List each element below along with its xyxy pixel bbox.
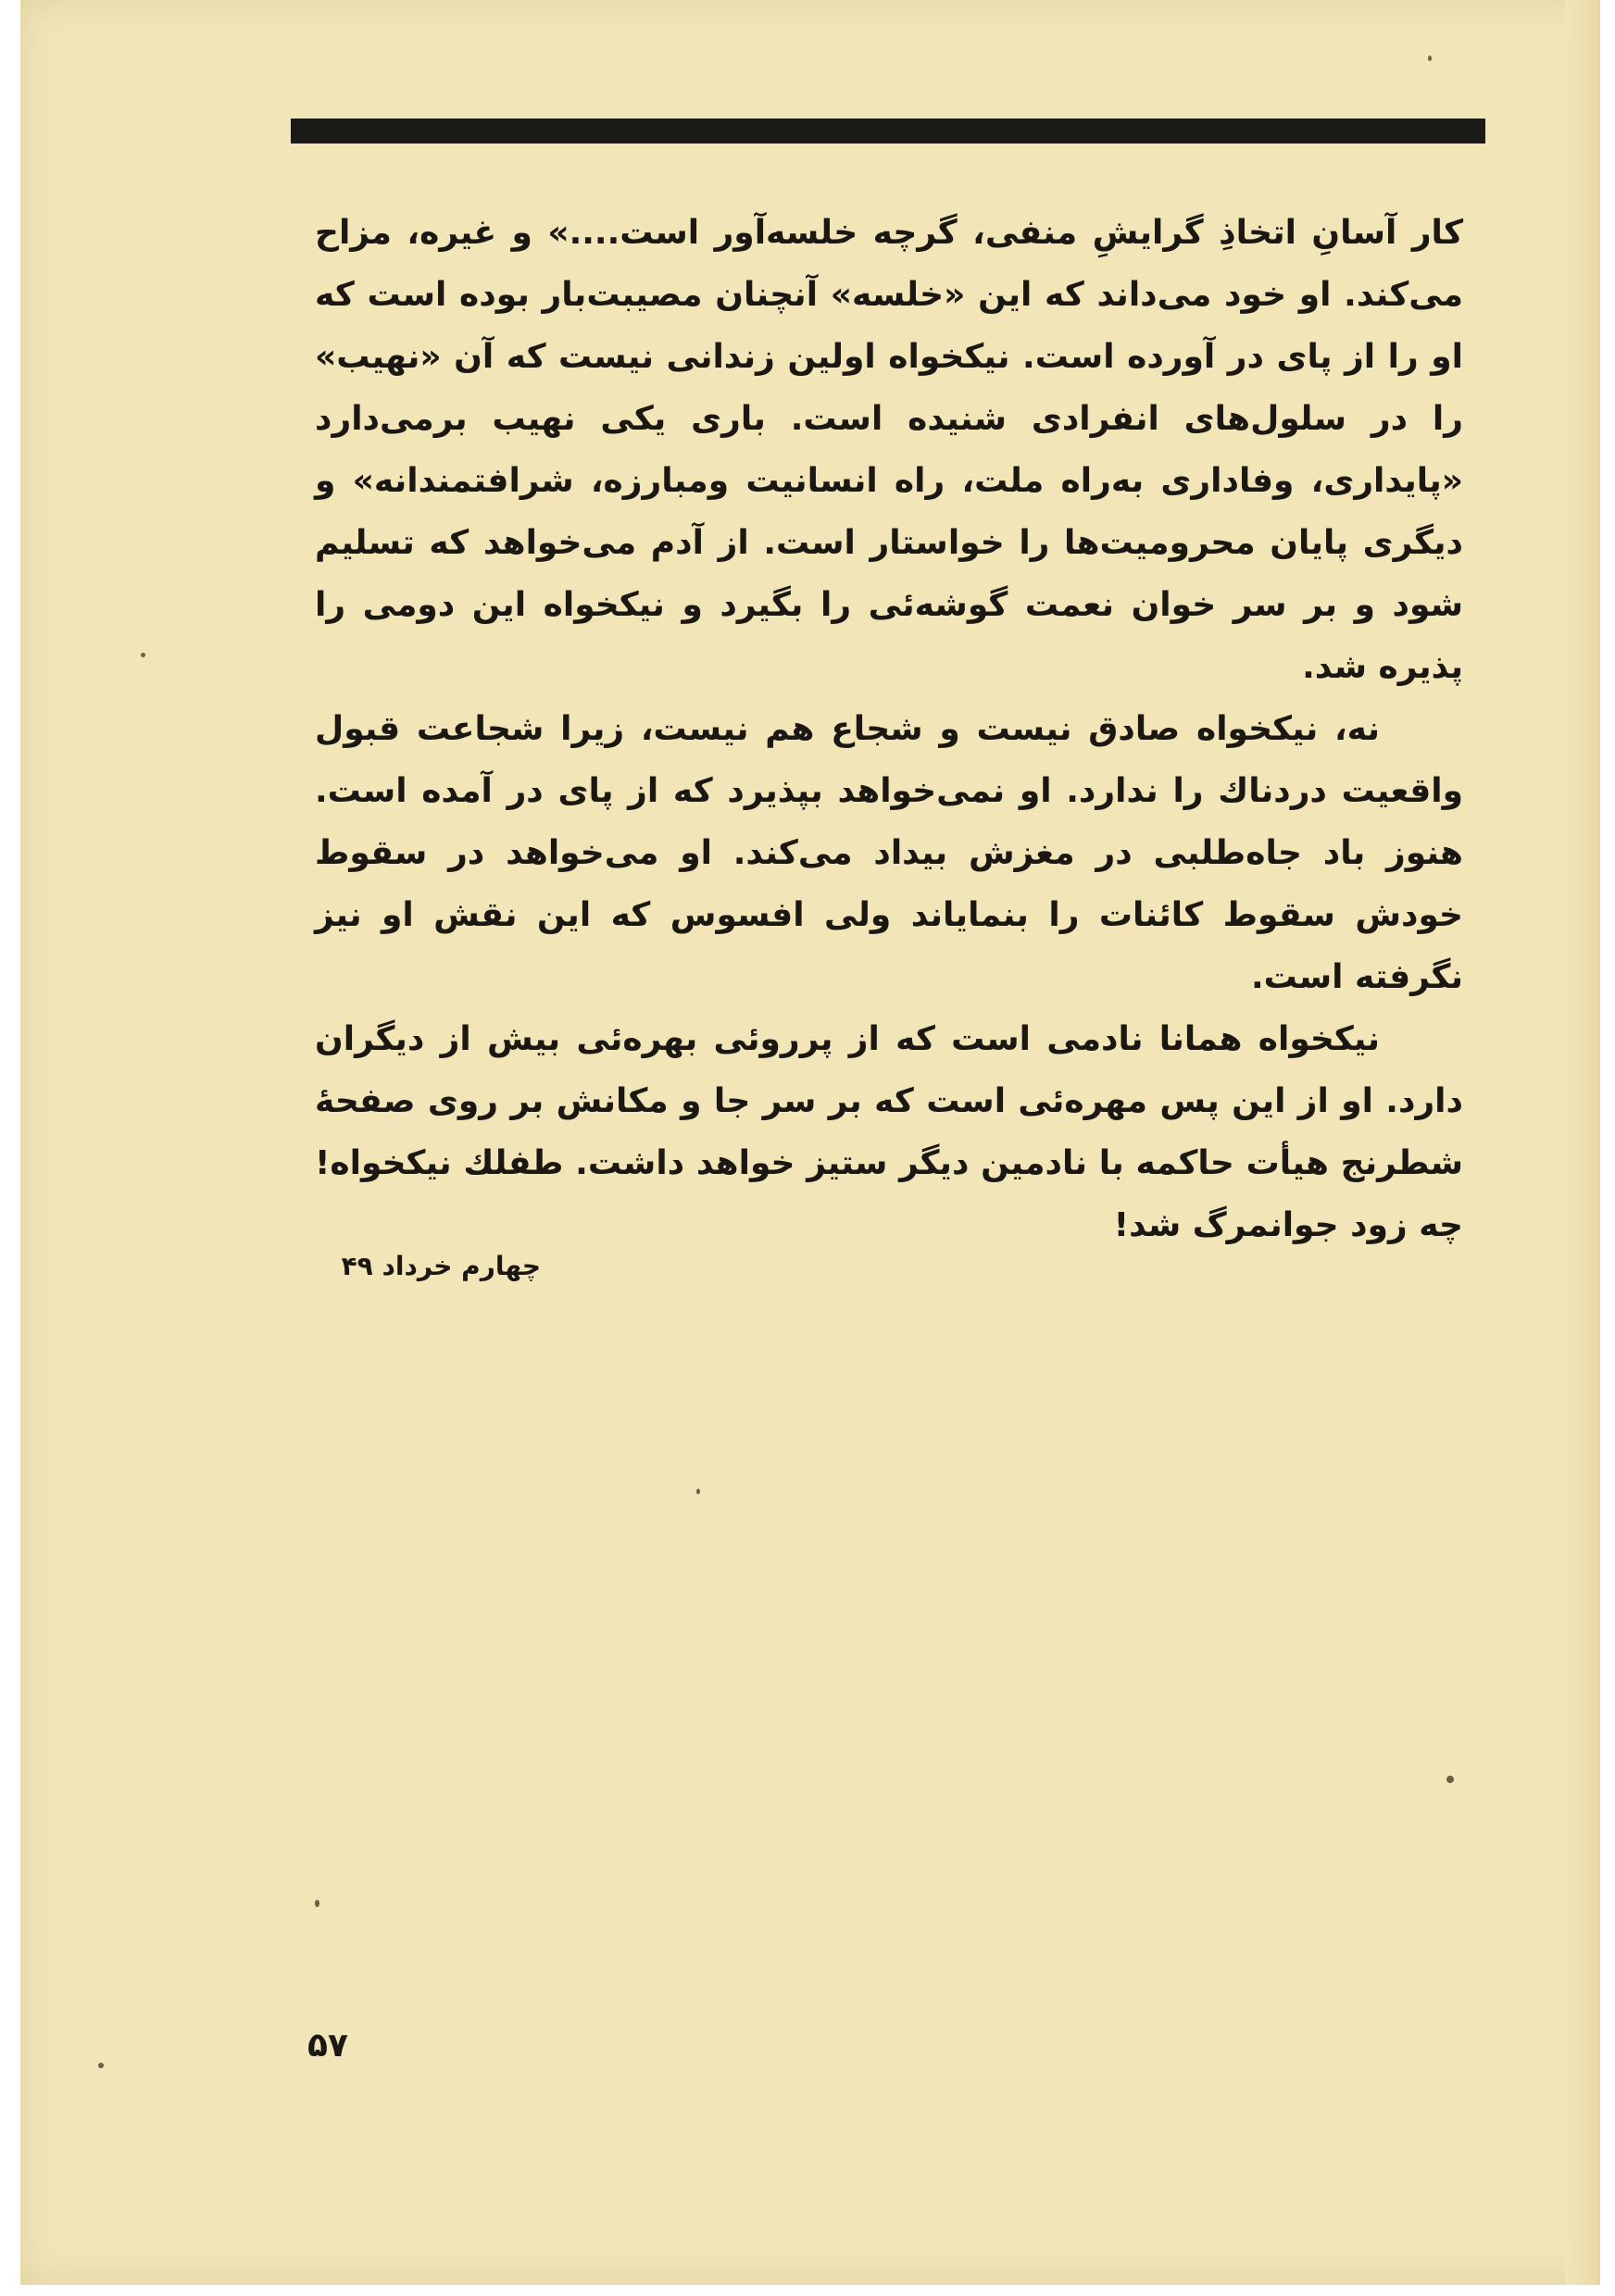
paper-speck — [1446, 1776, 1454, 1783]
body-text — [315, 202, 1463, 1256]
paragraph-3: نیکخواه همانا نادمی است که از پرروئی بهره‌ئی بیش از دیگران دارد. او از این پس مهره‌ئی است که بر سر جا و مکانش بر روی صفحهٔ شطرنج هیأت حاکمه با نادمین دیگر ستیز خواهد داشت. طفلك نیکخواه! چه زود جوانمرگ شد! — [315, 1020, 1463, 1244]
book-page — [20, 0, 1600, 2285]
paper-speck — [1428, 56, 1432, 61]
paper-speck — [696, 1489, 700, 1494]
paper-speck — [141, 653, 145, 657]
page-edge — [1565, 0, 1598, 2285]
paper-speck — [98, 2063, 104, 2068]
page-number: ۵۷ — [307, 2027, 348, 2065]
paper-speck — [315, 1900, 319, 1907]
date-line: چهارم خرداد ۴۹ — [341, 1251, 541, 1281]
paragraph-1: کار آسانِ اتخاذِ گرایشِ منفی، گرچه خلسه‌آور است....» و غیره، مزاح می‌کند. او خود می‌داند که این «خلسه» آنچنان مصیبت‌بار بوده است که او را از پای در آورده است. نیکخواه اولین زندانی نیست که آن «نهیب» را در سلول‌های انفرادی شنیده است. باری یکی نهیب برمی‌دارد «پایداری، وفاداری به‌راه ملت، راه انسانیت ومبارزه، شرافتمندانه» و دیگری پایان محرومیت‌ها را خواستار است. از آدم می‌خواهد که تسلیم شود و بر سر خوان نعمت گوشه‌ئی را بگیرد و نیکخواه این دومی را پذیره شد. — [315, 214, 1463, 686]
header-rule — [291, 119, 1485, 144]
paragraph-2: نه، نیکخواه صادق نیست و شجاع هم نیست، زیرا شجاعت قبول واقعیت دردناك را ندارد. او نمی‌خواهد بپذیرد که از پای در آمده است. هنوز باد جاه‌طلبی در مغزش بیداد می‌کند. او می‌خواهد در سقوط خودش سقوط کائنات را بنمایاند ولی افسوس که این نقش او نیز نگرفته است. — [315, 710, 1463, 996]
